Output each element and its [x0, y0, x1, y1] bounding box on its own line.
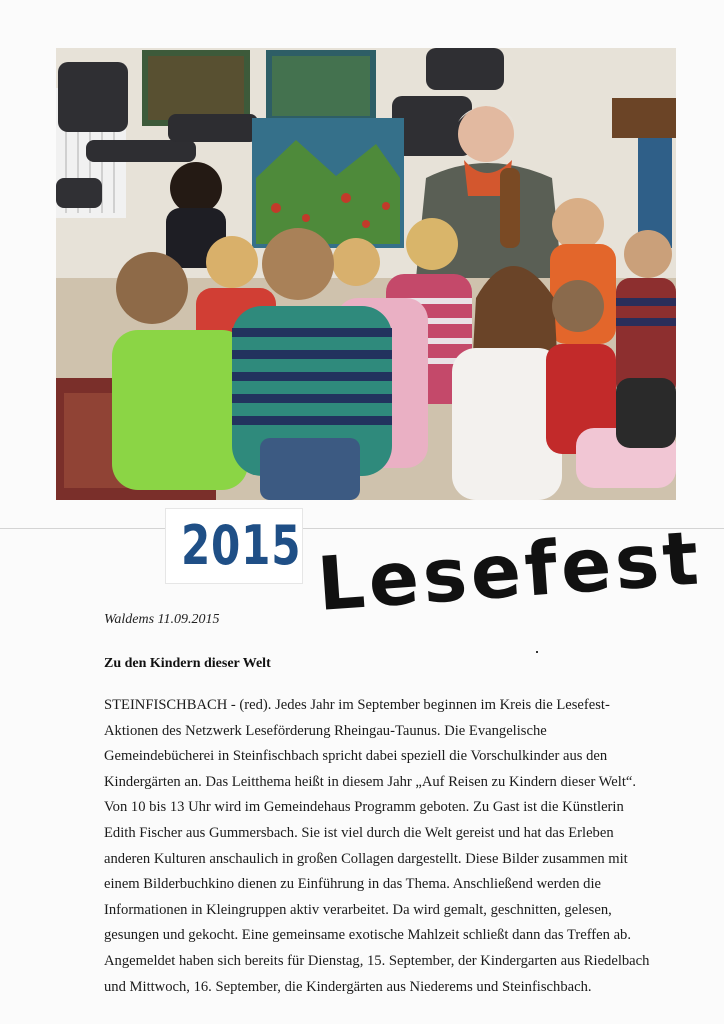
body-line: gesungen und gekocht. Eine gemeinsame exotische Mahlzeit schließt dann das Treffen ab. [104, 927, 631, 944]
scan-dot [536, 651, 538, 653]
body-line: und Mittwoch, 16. September, die Kindergärten aus Niederems und Steinfischbach. [104, 978, 592, 995]
year-label: 2015 [180, 514, 302, 577]
article-body [104, 693, 664, 1000]
body-line: Aktionen des Netzwerk Leseförderung Rheingau-Taunus. Die Evangelische [104, 722, 547, 739]
body-line: Angemeldet haben sich bereits für Dienstag, 15. September, der Kindergarten aus Riedelbach [104, 952, 650, 969]
lesefest-headline: Lesefest [314, 515, 706, 628]
body-line: Informationen in Kleingruppen aktiv verarbeitet. Da wird gemalt, geschnitten, gelesen, [104, 901, 612, 918]
storytelling-photo [56, 48, 676, 500]
body-line: Von 10 bis 13 Uhr wird im Gemeindehaus Programm geboten. Zu Gast ist die Künstlerin [104, 799, 624, 816]
article-title: Zu den Kindern dieser Welt [104, 656, 271, 671]
body-line: Kindergärten an. Das Leitthema heißt in diesem Jahr „Auf Reisen zu Kindern dieser Welt“. [104, 773, 637, 790]
body-line: anderen Kulturen anschaulich in großen Collagen dargestellt. Diese Bilder zusammen mit [104, 850, 628, 867]
body-line: Edith Fischer aus Gummersbach. Sie ist viel durch die Welt gereist und hat das Erleben [104, 824, 614, 841]
body-line: einem Bilderbuchkino dienen zu Einführung in das Thema. Anschließend werden die [104, 876, 601, 893]
body-line: Gemeindebücherei in Steinfischbach spricht dabei speziell die Vorschulkinder aus den [104, 748, 608, 765]
body-line: STEINFISCHBACH - (red). Jedes Jahr im September beginnen im Kreis die Lesefest- [104, 697, 610, 713]
dateline: Waldems 11.09.2015 [104, 612, 220, 627]
year-clipping [165, 508, 303, 584]
